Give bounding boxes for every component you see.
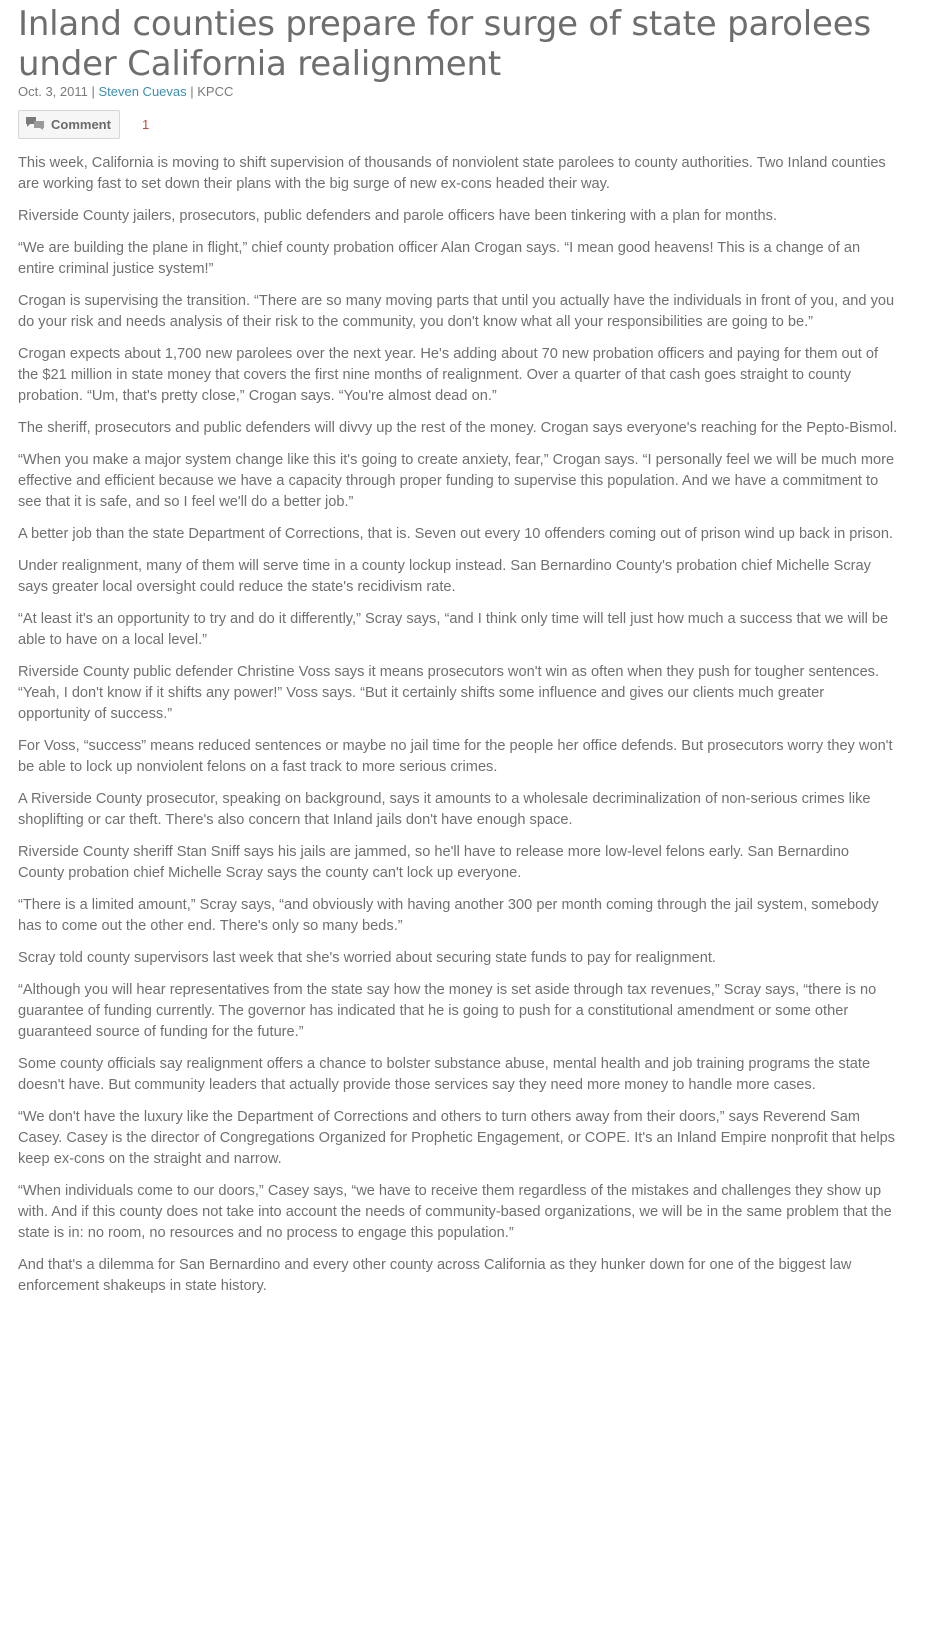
paragraph: Crogan is supervising the transition. “There are so many moving parts that until you actually have the individuals in front of you, and you do your risk and needs analysis of their risk to the community, you don't know what all your responsibilities are going to be.” — [18, 293, 895, 330]
byline-separator: | — [186, 84, 198, 99]
paragraph: “At least it's an opportunity to try and do it differently,” Scray says, “and I think only time will tell just how much a success that we will be able to have on a local level.” — [18, 611, 889, 648]
paragraph: A Riverside County prosecutor, speaking on background, says it amounts to a wholesale decriminalization of non-serious crimes like shoplifting or car theft. There's also concern that Inland jails don't have enough space. — [18, 791, 871, 828]
paragraph: This week, California is moving to shift supervision of thousands of nonviolent state parolees to county authorities. Two Inland counties are working fast to set down their plans with the big surge of new ex-cons headed their way. — [18, 155, 886, 192]
paragraph: And that's a dilemma for San Bernardino and every other county across California as they hunker down for one of the biggest law enforcement shakeups in state history. — [18, 1257, 852, 1294]
paragraph: Riverside County jailers, prosecutors, public defenders and parole officers have been tinkering with a plan for months. — [18, 208, 778, 224]
publish-date: Oct. 3, 2011 — [18, 84, 88, 99]
paragraph: Scray told county supervisors last week that she's worried about securing state funds to pay for realignment. — [18, 950, 716, 966]
comment-button[interactable] — [18, 110, 120, 139]
byline — [18, 84, 898, 100]
paragraph: Riverside County sheriff Stan Sniff says his jails are jammed, so he'll have to release more low-level felons early. San Bernardino County probation chief Michelle Scray says the county can't lock up everyone. — [18, 844, 849, 881]
byline-separator: | — [87, 84, 99, 99]
paragraph: “Although you will hear representatives from the state say how the money is set aside through tax revenues,” Scray says, “there is no guarantee of funding currently. The governor has indicated that he is going to push for a constitutional amendment or some other guaranteed source of funding for the future.” — [18, 982, 877, 1040]
comment-row — [18, 109, 898, 139]
author-link[interactable]: Steven Cuevas — [98, 84, 187, 99]
paragraph: “We don't have the luxury like the Department of Corrections and others to turn others away from their doors,” says Reverend Sam Casey. Casey is the director of Congregations Organized for Prophetic Engagement, or COPE. It's an Inland Empire nonprofit that helps keep ex-cons on the straight and narrow. — [18, 1109, 895, 1167]
article — [18, 4, 898, 1308]
paragraph: “When individuals come to our doors,” Casey says, “we have to receive them regardless of the mistakes and challenges they show up with. And if this county does not take into account the needs of community-based organizations, we will be in the same problem that the state is in: no room, no resources and no process to engage this population.” — [18, 1183, 892, 1241]
paragraph: “We are building the plane in flight,” chief county probation officer Alan Crogan says. “I mean good heavens! This is a change of an entire criminal justice system!” — [18, 240, 861, 277]
comment-count[interactable]: 1 — [141, 116, 150, 132]
paragraph: The sheriff, prosecutors and public defenders will divvy up the rest of the money. Crogan says everyone's reaching for the Pepto-Bismol. — [18, 420, 898, 436]
paragraph: “When you make a major system change like this it's going to create anxiety, fear,” Crogan says. “I personally feel we will be much more effective and efficient because we have a capacity through proper funding to supervise this population. And we have a commitment to see that it is safe, and so I feel we'll do a better job.” — [18, 452, 895, 510]
article-headline: Inland counties prepare for surge of state parolees under California realignment — [18, 4, 871, 84]
paragraph: “There is a limited amount,” Scray says, “and obviously with having another 300 per month coming through the jail system, somebody has to come out the other end. There's only so many beds.” — [18, 897, 879, 934]
paragraph: A better job than the state Department of Corrections, that is. Seven out every 10 offenders coming out of prison wind up back in prison. — [18, 526, 894, 542]
speech-bubbles-icon — [25, 116, 45, 133]
paragraph: Some county officials say realignment offers a chance to bolster substance abuse, mental health and job training programs the state doesn't have. But community leaders that actually provide those services say they need more money to handle more cases. — [18, 1056, 871, 1093]
paragraph: Riverside County public defender Christine Voss says it means prosecutors won't win as often when they push for tougher sentences. “Yeah, I don't know if it shifts any power!” Voss says. “But it certainly shifts some influence and gives our clients much greater opportunity of success.” — [18, 664, 880, 722]
article-body — [18, 153, 898, 1297]
paragraph: For Voss, “success” means reduced sentences or maybe no jail time for the people her office defends. But prosecutors worry they won't be able to lock up nonviolent felons on a fast track to more serious crimes. — [18, 738, 893, 775]
source-name: KPCC — [197, 84, 234, 99]
comment-button-label: Comment — [51, 116, 111, 132]
paragraph: Under realignment, many of them will serve time in a county lockup instead. San Bernardino County's probation chief Michelle Scray says greater local oversight could reduce the state's recidivism rate. — [18, 558, 871, 595]
paragraph: Crogan expects about 1,700 new parolees over the next year. He's adding about 70 new probation officers and paying for them out of the $21 million in state money that covers the first nine months of realignment. Over a quarter of that cash goes straight to county probation. “Um, that's pretty close,” Crogan says. “You're almost dead on.” — [18, 346, 879, 404]
